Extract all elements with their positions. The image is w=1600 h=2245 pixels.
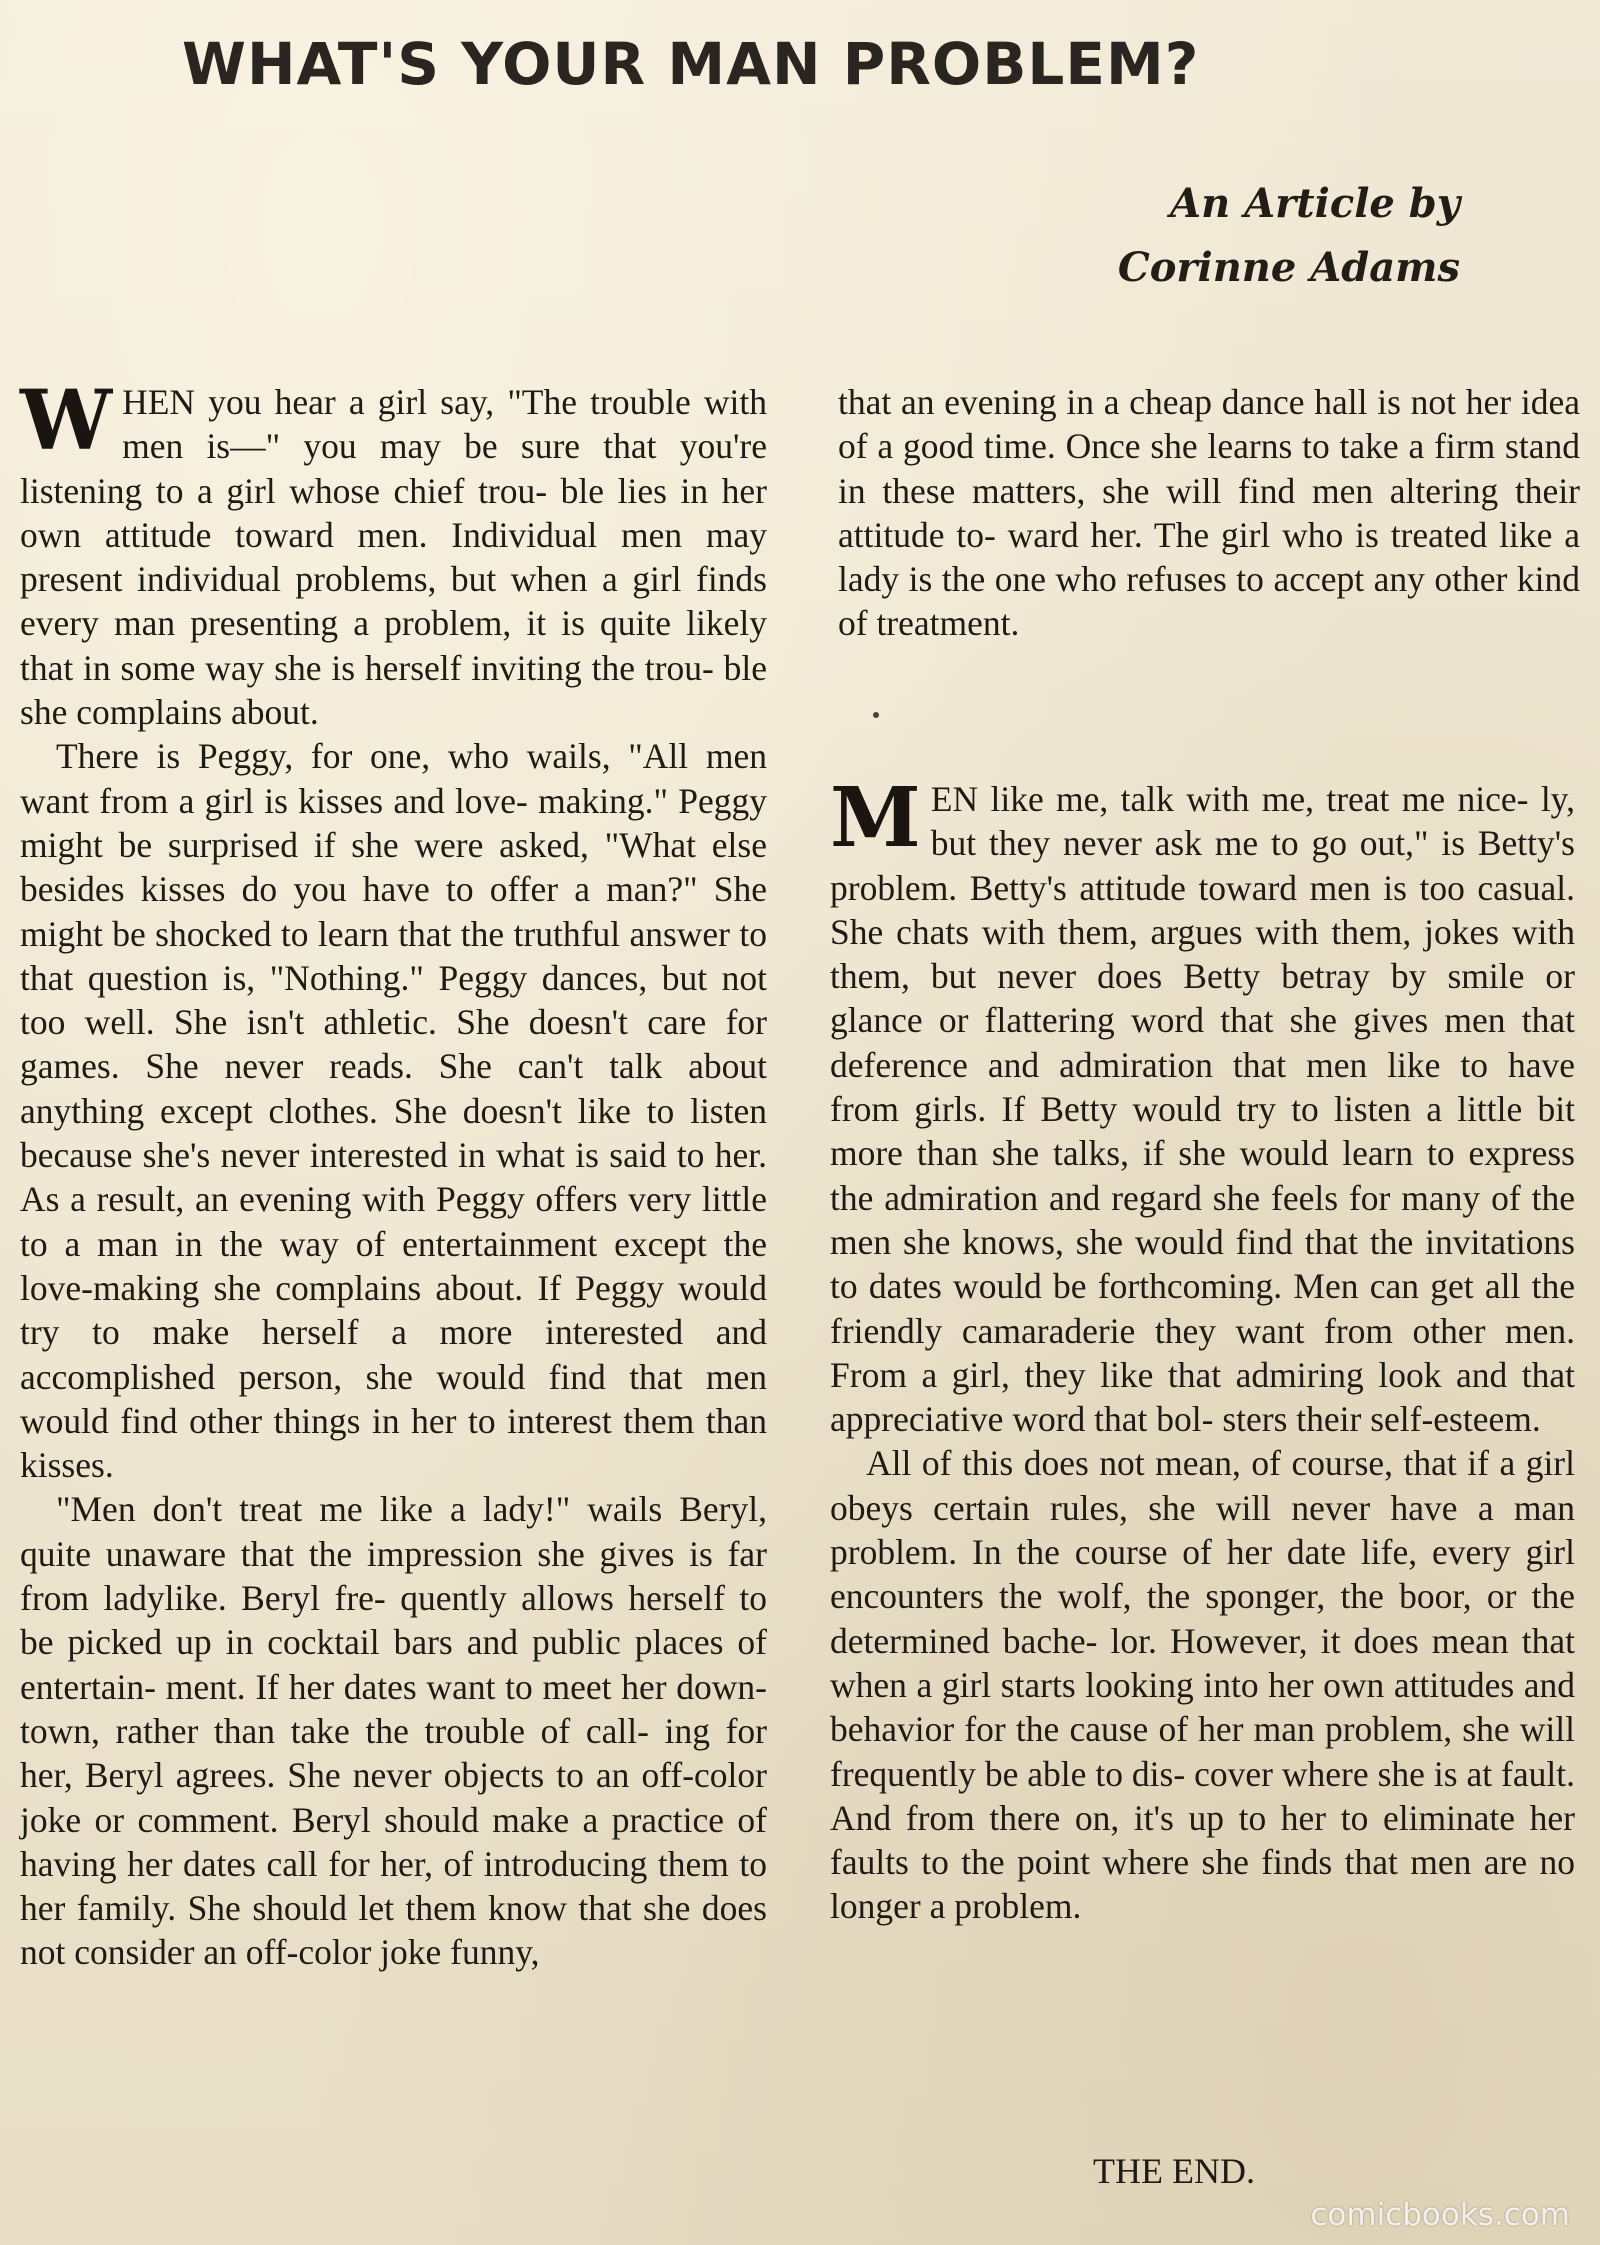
right-column-top — [838, 380, 1580, 646]
left-column — [20, 373, 767, 1975]
byline-author: Corinne Adams — [1117, 244, 1460, 291]
paragraph-intro-text: HEN you hear a girl say, "The trouble with men is—" you may be sure that you're listening to a girl whose chief trou- ble lies in her own attitude toward men. Individual men may present individual problems, but when a girl finds every man presenting a problem, it is quite likely that in some way she is herself inviting the trou- ble she complains about. — [20, 382, 767, 733]
paragraph-conclusion: All of this does not mean, of course, that if a girl obeys certain rules, she will never have a man problem. In the course of her date life, every girl encounters the wolf, the sponger, the boor, or the determined bache- lor. However, it does mean that when a girl starts looking into her own attitudes and behavior for the cause of her man problem, she will frequently be able to dis- cover where she is at fault. And from there on, it's up to her to eliminate her faults to the point where she finds that men are no longer a problem. — [830, 1443, 1575, 1927]
paragraph-peggy: There is Peggy, for one, who wails, "All men want from a girl is kisses and love- making." Peggy might be surprised if she were asked, "What else besides kisses do you have to offer a man?" She might be shocked to learn that the truthful answer to that question is, "Nothing." Peggy dances, but not too well. She isn't athletic. She doesn't care for games. She never reads. She can't talk about anything except clothes. She doesn't like to listen because she's never interested in what is said to her. As a result, an evening with Peggy offers very little to a man in the way of entertainment except the love-making she complains about. If Peggy would try to make herself a more interested and accomplished person, she would find that men would find other things in her to interest them than kisses. — [20, 736, 767, 1486]
drop-cap-m: M — [830, 770, 921, 866]
section-dot — [873, 712, 879, 718]
paragraph-beryl-continued: that an evening in a cheap dance hall is not her idea of a good time. Once she learns to take a firm stand in these matters, she will find men altering their attitude to- ward her. The girl who is treated like a lady is the one who refuses to accept any other kind of treatment. — [838, 382, 1580, 644]
article-byline — [1118, 172, 1460, 300]
right-column-bottom — [830, 770, 1575, 1929]
site-watermark: comicbooks.com — [1310, 2197, 1570, 2233]
drop-cap-w: W — [20, 373, 113, 469]
paragraph-intro — [20, 373, 767, 734]
the-end-label: THE END. — [1093, 2151, 1255, 2191]
byline-line-1: An Article by — [1170, 180, 1460, 227]
paragraph-betty-text: EN like me, talk with me, treat me nice- ly, but they never ask me to go out," is Betty's problem. Betty's attitude toward men is too casual. She chats with them, argues with them, jokes with them, but never does Betty betray by smile or glance or flattering word that she gives men that deference and admiration that men like to have from girls. If Betty would try to listen a little bit more than she talks, if she would learn to express the admiration and regard she feels for many of the men she knows, she would find that the invitations to dates would be forthcoming. Men can get all the friendly camaraderie they want from other men. From a girl, they like that admiring look and that appreciative word that bol- sters their self-esteem. — [830, 779, 1575, 1440]
paragraph-betty — [830, 770, 1575, 1441]
article-title: WHAT'S YOUR MAN PROBLEM? — [182, 30, 1200, 98]
paragraph-beryl: "Men don't treat me like a lady!" wails Beryl, quite unaware that the impression she gives is far from ladylike. Beryl fre- quently allows herself to be picked up in cocktail bars and public places of entertain- ment. If her dates want to meet her down- town, rather than take the trouble of call- ing for her, Beryl agrees. She never objects to an off-color joke or comment. Beryl should make a practice of having her dates call for her, of introducing them to her family. She should let them know that she does not consider an off-color joke funny, — [20, 1489, 767, 1973]
